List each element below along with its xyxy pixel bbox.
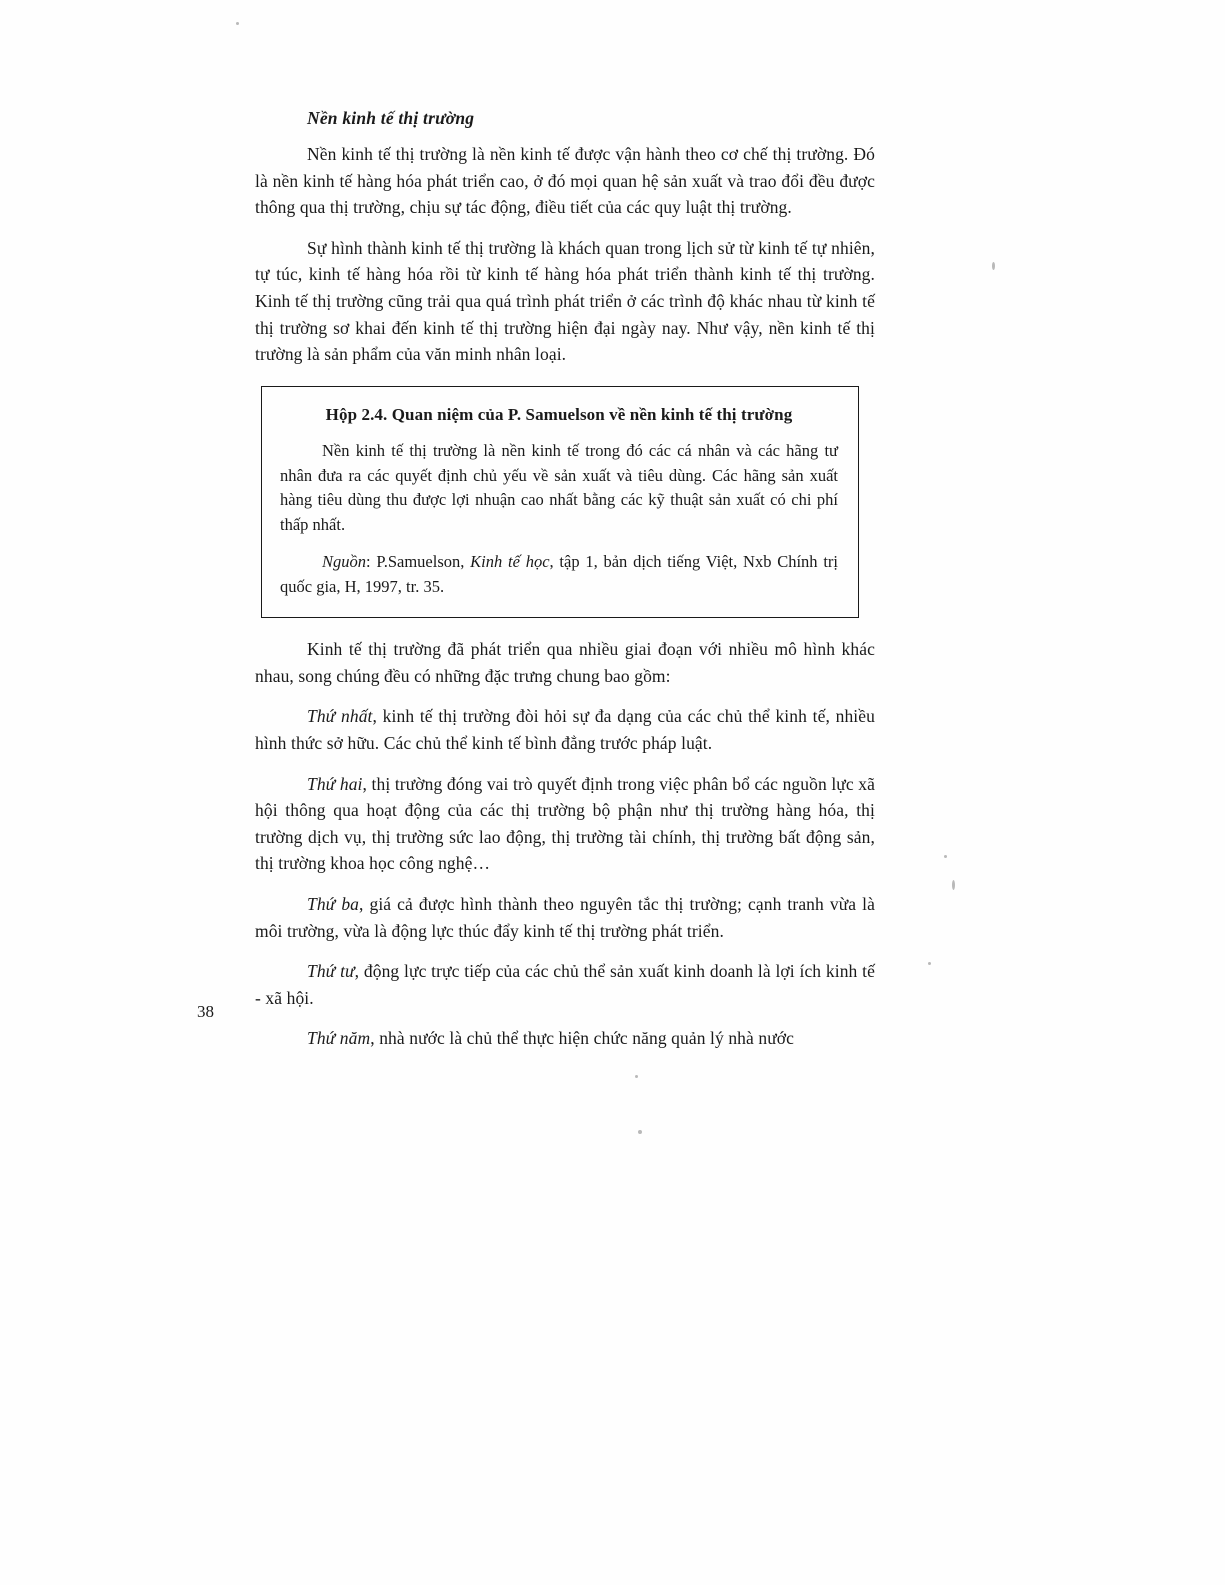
page-number: 38	[197, 1002, 214, 1021]
point-item	[255, 958, 875, 1011]
scan-speck	[236, 22, 239, 25]
paragraph: Kinh tế thị trường đã phát triển qua nhiều giai đoạn với nhiều mô hình khác nhau, song chúng đều có những đặc trưng chung bao gồm:	[255, 639, 875, 686]
paragraph: Sự hình thành kinh tế thị trường là khách quan trong lịch sử từ kinh tế tự nhiên, tự túc, kinh tế hàng hóa rồi từ kinh tế hàng hóa phát triển thành kinh tế thị trường. Kinh tế thị trường cũng trải qua quá trình phát triển ở các trình độ khác nhau từ kinh tế thị trường sơ khai đến kinh tế thị trường hiện đại ngày nay. Như vậy, nền kinh tế thị trường là sản phẩm của văn minh nhân loại.	[255, 237, 875, 365]
point-text: , nhà nước là chủ thể thực hiện chức năng quản lý nhà nước	[370, 1028, 795, 1049]
point-item	[255, 771, 875, 877]
point-item	[255, 891, 875, 944]
callout-box-body: Nền kinh tế thị trường là nền kinh tế trong đó các cá nhân và các hãng tư nhân đưa ra các quyết định chủ yếu về sản xuất và tiêu dùng. Các hãng sản xuất hàng tiêu dùng thu được lợi nhuận cao nhất bằng các kỹ thuật sản xuất có chi phí thấp nhất.	[280, 440, 838, 534]
point-label: Thứ năm	[307, 1028, 371, 1049]
scan-speck	[635, 1075, 638, 1078]
point-text: , giá cả được hình thành theo nguyên tắc thị trường; cạnh tranh vừa là môi trường, vừa là động lực thúc đẩy kinh tế thị trường phát triển.	[255, 894, 875, 941]
callout-box	[261, 386, 859, 619]
point-item	[255, 1025, 875, 1052]
source-suffix: , tập 1, bản dịch tiếng Việt, Nxb Chính trị quốc gia, H, 1997, tr. 35.	[280, 551, 838, 596]
point-label: Thứ ba	[307, 894, 360, 914]
scan-speck	[928, 962, 931, 965]
page-content	[255, 108, 875, 1066]
source-prefix: : P.Samuelson,	[366, 551, 471, 571]
scan-speck	[638, 1130, 642, 1134]
callout-box-source	[280, 550, 838, 600]
section-heading: Nền kinh tế thị trường	[307, 108, 475, 128]
source-title: Kinh tế học	[470, 551, 550, 571]
scan-speck	[992, 262, 995, 270]
point-label: Thứ nhất	[307, 706, 373, 727]
callout-box-title: Hộp 2.4. Quan niệm của P. Samuelson về nền kinh tế thị trường	[325, 404, 793, 424]
source-label: Nguồn	[322, 551, 367, 571]
point-text: , động lực trực tiếp của các chủ thể sản xuất kinh doanh là lợi ích kinh tế - xã hội.	[255, 961, 875, 1008]
point-text: , thị trường đóng vai trò quyết định trong việc phân bổ các nguồn lực xã hội thông qua hoạt động của các thị trường bộ phận như thị trường hàng hóa, thị trường dịch vụ, thị trường sức lao động, thị trường tài chính, thị trường bất động sản, thị trường khoa học công nghệ…	[255, 773, 876, 874]
scan-speck	[944, 855, 947, 858]
point-label: Thứ tư	[307, 961, 355, 982]
point-label: Thứ hai	[307, 773, 363, 794]
scan-speck	[952, 880, 955, 890]
paragraph: Nền kinh tế thị trường là nền kinh tế được vận hành theo cơ chế thị trường. Đó là nền kinh tế hàng hóa phát triển cao, ở đó mọi quan hệ sản xuất và trao đổi đều được thông qua thị trường, chịu sự tác động, điều tiết của các quy luật thị trường.	[255, 144, 875, 218]
point-text: , kinh tế thị trường đòi hỏi sự đa dạng của các chủ thể kinh tế, nhiều hình thức sở hữu. Các chủ thể kinh tế bình đẳng trước pháp luật.	[255, 706, 875, 754]
point-item	[255, 703, 875, 756]
